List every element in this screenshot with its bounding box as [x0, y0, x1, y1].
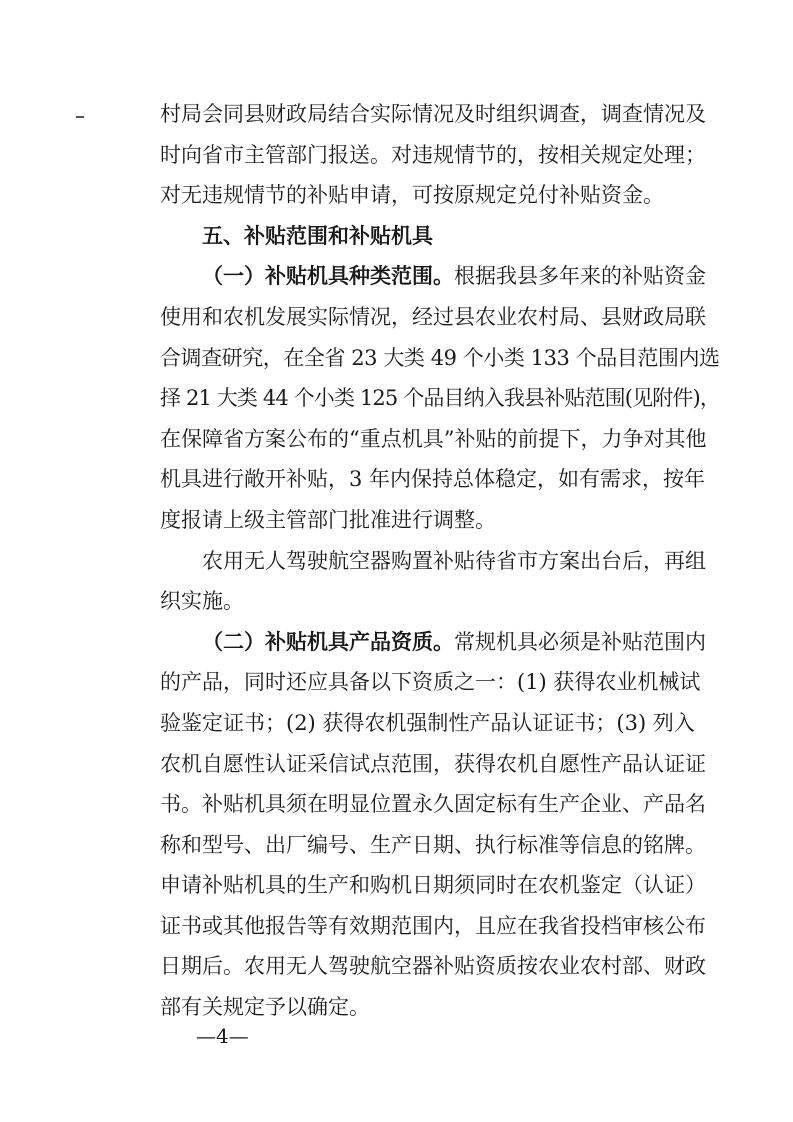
text-line: [160, 703, 720, 744]
text-segment: 部有关规定予以确定。: [160, 995, 370, 1020]
text-line: [160, 175, 720, 216]
text-segment: 日期后。农用无人驾驶航空器补贴资质按农业农村部、财政: [160, 954, 706, 979]
text-segment: 根据我县多年来的补贴资金: [454, 264, 706, 289]
text-segment: 时向省市主管部门报送。对违规情节的，按相关规定处理；: [160, 142, 706, 167]
text-segment: 称和型号、出厂编号、生产日期、执行标准等信息的铭牌。: [160, 832, 706, 857]
section-heading: [160, 216, 720, 257]
text-segment: 织实施。: [160, 589, 244, 614]
text-line: [160, 297, 720, 338]
text-segment: 验鉴定证书；(2) 获得农机强制性产品认证证书；(3) 列入: [160, 710, 695, 735]
text-segment: 证书或其他报告等有效期范围内，且应在我省投档审核公布: [160, 913, 706, 938]
text-line: [160, 622, 720, 663]
text-segment: 合调查研究，在全省 23 大类 49 个小类 133 个品目范围内选: [160, 345, 720, 370]
text-line: [160, 825, 720, 866]
text-line: [160, 541, 720, 582]
text-line: [160, 906, 720, 947]
text-segment: 在保障省方案公布的“重点机具”补贴的前提下，力争对其他: [160, 426, 707, 451]
text-segment: 度报请上级主管部门批准进行调整。: [160, 507, 496, 532]
text-line: [160, 256, 720, 297]
text-line: [160, 987, 720, 1028]
text-segment: 村局会同县财政局结合实际情况及时组织调查，调查情况及: [160, 102, 706, 126]
body-text: [160, 94, 720, 1028]
text-line: [160, 662, 720, 703]
text-line: [160, 135, 720, 176]
text-segment: 书。补贴机具须在明显位置永久固定标有生产企业、产品名: [160, 792, 706, 817]
text-line: [160, 94, 720, 135]
text-line: [160, 459, 720, 500]
text-segment: 对无违规情节的补贴申请，可按原规定兑付补贴资金。: [160, 183, 664, 208]
text-segment: 申请补贴机具的生产和购机日期须同时在农机鉴定（认证）: [160, 873, 706, 898]
text-segment: 择 21 大类 44 个小类 125 个品目纳入我县补贴范围(见附件)，: [160, 386, 720, 411]
text-segment: 农用无人驾驶航空器购置补贴待省市方案出台后，再组: [202, 548, 706, 573]
text-line: [160, 378, 720, 419]
text-line: [160, 338, 720, 379]
text-line: [160, 500, 720, 541]
text-line: [160, 744, 720, 785]
subsection-title: （一）补贴机具种类范围。: [202, 264, 454, 289]
subsection-title: （二）补贴机具产品资质。: [202, 629, 454, 654]
text-line: [160, 581, 720, 622]
text-segment: 机具进行敞开补贴，3 年内保持总体稳定，如有需求，按年: [160, 467, 706, 492]
page-number: —4—: [196, 1024, 249, 1048]
text-segment: 五、补贴范围和补贴机具: [202, 223, 433, 248]
text-line: [160, 419, 720, 460]
margin-mark: [76, 116, 84, 118]
text-segment: 农机自愿性认证采信试点范围，获得农机自愿性产品认证证: [160, 751, 706, 776]
text-segment: 常规机具必须是补贴范围内: [454, 629, 706, 654]
text-segment: 的产品，同时还应具备以下资质之一：(1) 获得农业机械试: [160, 670, 701, 695]
text-line: [160, 865, 720, 906]
text-line: [160, 784, 720, 825]
text-segment: 使用和农机发展实际情况，经过县农业农村局、县财政局联: [160, 304, 706, 329]
text-line: [160, 946, 720, 987]
